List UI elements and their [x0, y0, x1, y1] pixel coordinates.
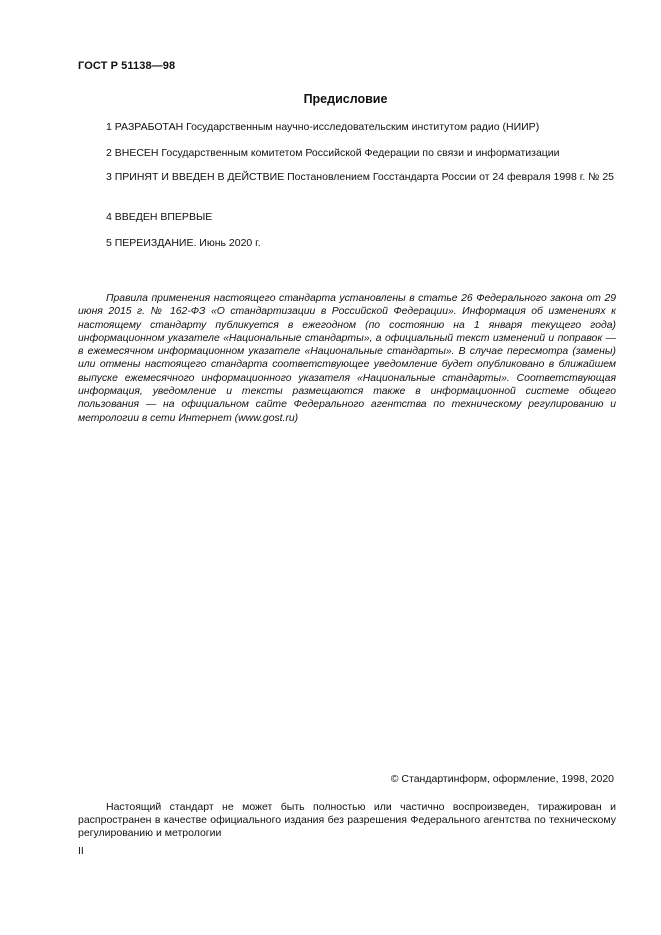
preface-item-developed: 1 РАЗРАБОТАН Государственным научно-исследовательским институтом радио (НИИР)	[106, 121, 540, 133]
preface-item-reissue: 5 ПЕРЕИЗДАНИЕ. Июнь 2020 г.	[106, 237, 261, 249]
reproduction-notice: Настоящий стандарт не может быть полностью или частично воспроизведен, тиражирован и распространен в качестве официального издания без разрешения Федерального агентства по техническому регулированию и метрологии	[78, 801, 616, 839]
preface-item-introduced: 2 ВНЕСЕН Государственным комитетом Российской Федерации по связи и информатизации	[106, 147, 560, 159]
page-number: II	[78, 845, 84, 857]
preface-item-first-introduced: 4 ВВЕДЕН ВПЕРВЫЕ	[106, 211, 213, 223]
document-code: ГОСТ Р 51138—98	[78, 60, 176, 72]
preface-item-adopted: 3 ПРИНЯТ И ВВЕДЕН В ДЕЙСТВИЕ Постановлением Госстандарта России от 24 февраля 1998 г. № 25	[106, 171, 615, 183]
copyright-line: © Стандартинформ, оформление, 1998, 2020	[390, 773, 614, 785]
preface-title: Предисловие	[303, 92, 388, 106]
application-rules-notice: Правила применения настоящего стандарта установлены в статье 26 Федерального закона от 29 июня 2015 г. № 162-ФЗ «О стандартизации в Российской Федерации». Информация об изменениях к настоящему стандарту публикуется в ежегодном (по состоянию на 1 января текущего года) информационном указателе «Национальные стандарты», а официальный текст изменений и поправок — в ежемесячном информационном указателе «Национальные стандарты». В случае пересмотра (замены) или отмены настоящего стандарта соответствующее уведомление будет опубликовано в ближайшем выпуске ежемесячного информационного указателя «Национальные стандарты». Соответствующая информация, уведомление и тексты размещаются также в информационной системе общего пользования — на официальном сайте Федерального агентства по техническому регулированию и метрологии в сети Интернет (www.gost.ru)	[78, 293, 616, 424]
